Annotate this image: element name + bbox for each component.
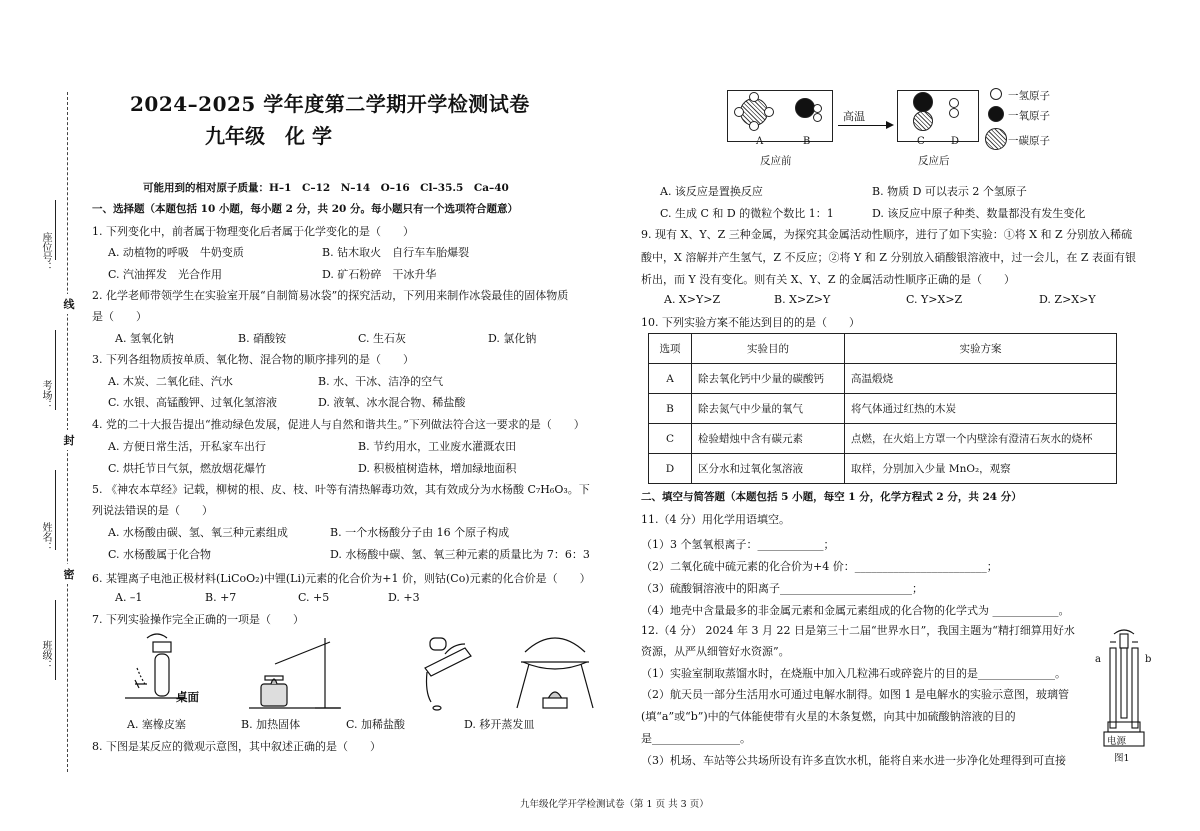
q8-stem: 8. 下图是某反应的微观示意图，其中叙述正确的是（ ） [92, 740, 381, 753]
q3-option-c: C. 水银、高锰酸钾、过氧化氢溶液 [108, 396, 278, 409]
q8-option-a: A. 该反应是置换反应 [660, 185, 763, 198]
arrow-head [886, 121, 894, 129]
q10-stem: 10. 下列实验方案不能达到目的的是（ ） [641, 316, 860, 329]
q12-part3: （3）机场、车站等公共场所设有许多直饮水机，能将自来水进一步净化处理得到可直接 [641, 754, 1066, 767]
legend-hydrogen: 一氢原子 [1008, 90, 1050, 102]
q4-option-b: B. 节约用水，工业废水灌溉农田 [358, 440, 517, 453]
q1-option-c: C. 汽油挥发 光合作用 [108, 268, 223, 281]
seal-feng: 封 [63, 430, 75, 450]
q12-part1: （1）实验室制取蒸馏水时，在烧瓶中加入几粒沸石或碎瓷片的目的是______________。 [641, 667, 1066, 680]
row-option: D [649, 454, 692, 484]
q10-table [648, 333, 1117, 484]
q2-stem-cont: 是（ ） [92, 310, 147, 323]
q2-option-b: B. 硝酸铵 [238, 332, 287, 345]
power-label: 电源 [1107, 736, 1127, 747]
q4-option-c: C. 烘托节日气氛，燃放烟花爆竹 [108, 462, 267, 475]
q7-option-a: A. 塞橡皮塞 [127, 718, 186, 731]
q9-line2: 酸中，X 溶解并产生氢气，Z 不反应；②将 Y 和 Z 分别放入硝酸银溶液中，过一会儿，在 Z 表面有银 [641, 251, 1136, 264]
q12-line1: 12.（4 分） 2024 年 3 月 22 日是第三十二届“世界水日”，我国主题为“精打细算用好水 [641, 624, 1075, 637]
row-purpose: 检验蜡烛中含有碳元素 [692, 424, 845, 454]
header-plan: 实验方案 [845, 334, 1117, 364]
table-row [649, 394, 1117, 424]
q12-line2: 资源，从严从细管好水资源”。 [641, 645, 790, 658]
name-label: 姓名： [40, 522, 51, 552]
atomic-mass-line: 可能用到的相对原子质量：H–1 C–12 N–14 O–16 Cl–35.5 Ca–40 [143, 182, 509, 194]
oxygen-atom [795, 98, 815, 118]
q12-part2-cont: (填“a”或“b”)中的气体能使带有火星的木条复燃，向其中加硫酸钠溶液的目的 [641, 710, 1016, 723]
label-c: C [917, 136, 925, 147]
product-box [897, 90, 979, 142]
q4-stem: 4. 党的二十大报告提出“推动绿色发展，促进人与自然和谐共生。”下列做法符合这一要求的是（ ） [92, 418, 585, 431]
table-row [649, 424, 1117, 454]
before-reaction-label: 反应前 [760, 155, 792, 167]
tube-a-label: a [1095, 654, 1101, 665]
q7-desk-label: 桌面 [176, 690, 199, 704]
q2-option-c: C. 生石灰 [358, 332, 407, 345]
row-purpose: 区分水和过氧化氢溶液 [692, 454, 845, 484]
table-row [649, 454, 1117, 484]
label-a: A [756, 136, 764, 147]
q11-stem: 11.（4 分）用化学用语填空。 [641, 513, 790, 526]
exam-title: 2024–2025 学年度第二学期开学检测试卷 [130, 92, 530, 116]
q11-part4: （4）地壳中含量最多的非金属元素和金属元素组成的化合物的化学式为 ____________。 [641, 604, 1070, 617]
room-label: 考场： [40, 380, 51, 410]
q12-part2: （2）航天员一部分生活用水可通过电解水制得。如图 1 是电解水的实验示意图，玻璃管 [641, 688, 1069, 701]
q3-stem: 3. 下列各组物质按单质、氧化物、混合物的顺序排列的是（ ） [92, 353, 414, 366]
reaction-arrow [838, 125, 890, 126]
q11-part2: （2）二氧化硫中硫元素的化合价为+4 价：________________________； [641, 560, 998, 573]
q1-option-a: A. 动植物的呼吸 牛奶变质 [108, 246, 244, 259]
exam-subtitle: 九年级 化 学 [205, 124, 332, 148]
q9-option-c: C. Y>X>Z [906, 293, 963, 306]
q6-stem: 6. 某锂离子电池正极材料(LiCoO₂)中锂(Li)元素的化合价为+1 价，则钴(Co)元素的化合价是（ ） [92, 572, 591, 585]
row-purpose: 除去氮气中少量的氧气 [692, 394, 845, 424]
hydrogen-atom [749, 121, 759, 131]
legend-carbon: 一碳原子 [1008, 135, 1050, 147]
after-reaction-label: 反应后 [918, 155, 950, 167]
row-plan: 高温煅烧 [845, 364, 1117, 394]
label-d: D [951, 136, 960, 147]
header-purpose: 实验目的 [692, 334, 845, 364]
hydrogen-atom [764, 107, 774, 117]
q5-option-d: D. 水杨酸中碳、氢、氧三种元素的质量比为 7：6：3 [330, 548, 590, 561]
legend-carbon-icon [985, 128, 1007, 150]
row-plan: 取样，分别加入少量 MnO₂，观察 [845, 454, 1117, 484]
q7-option-d: D. 移开蒸发皿 [464, 718, 535, 731]
q4-option-d: D. 积极植树造林，增加绿地面积 [358, 462, 517, 475]
q2-stem: 2. 化学老师带领学生在实验室开展“自制简易冰袋”的探究活动，下列用来制作冰袋最佳的固体物质 [92, 289, 569, 302]
q2-option-a: A. 氢氧化钠 [115, 332, 174, 345]
q11-part3: （3）硫酸铜溶液中的阳离子________________________； [641, 582, 923, 595]
row-plan: 将气体通过红热的木炭 [845, 394, 1117, 424]
q9-option-b: B. X>Z>Y [774, 293, 831, 306]
q5-stem: 5. 《神农本草经》记载，柳树的根、皮、枝、叶等有清热解毒功效，其有效成分为水杨酸 C₇H₆O₃。下 [92, 483, 590, 496]
legend-oxygen: 一氧原子 [1008, 110, 1050, 122]
q1-option-b: B. 钻木取火 自行车车胎爆裂 [322, 246, 470, 259]
q3-option-b: B. 水、干冰、洁净的空气 [318, 375, 444, 388]
hydrogen-atom [949, 98, 959, 108]
q3-option-a: A. 木炭、二氧化硅、汽水 [108, 375, 233, 388]
q1-stem: 1. 下列变化中，前者属于物理变化后者属于化学变化的是（ ） [92, 225, 414, 238]
seal-xian: 线 [63, 294, 75, 314]
row-plan: 点燃，在火焰上方罩一个内壁涂有澄清石灰水的烧杯 [845, 424, 1117, 454]
apparatus-c [425, 638, 471, 710]
q9-option-d: D. Z>X>Y [1039, 293, 1096, 306]
q4-option-a: A. 方便日常生活，开私家车出行 [108, 440, 266, 453]
room-underline [55, 330, 56, 410]
q9-option-a: A. X>Y>Z [664, 293, 721, 306]
q8-option-c: C. 生成 C 和 D 的微粒个数比 1：1 [660, 207, 834, 220]
hydrogen-atom [749, 92, 759, 102]
seat-underline [55, 200, 56, 260]
seal-mi: 密 [63, 564, 75, 584]
oxygen-atom [913, 92, 933, 112]
table-header-row [649, 334, 1117, 364]
table-row [649, 364, 1117, 394]
legend-hydrogen-icon [990, 88, 1002, 100]
tube-b-label: b [1145, 654, 1152, 665]
hydrogen-atom [734, 107, 744, 117]
carbon-atom [913, 111, 933, 131]
row-option: B [649, 394, 692, 424]
q9-line3: 析出，而 Y 没有变化。则有关 X、Y、Z 的金属活动性顺序正确的是（ ） [641, 273, 1015, 286]
section1-heading: 一、选择题（本题包括 10 小题，每小题 2 分，共 20 分。每小题只有一个选项符合题意） [92, 203, 518, 215]
q6-option-c: C. +5 [298, 591, 330, 604]
q5-option-c: C. 水杨酸属于化合物 [108, 548, 212, 561]
hydrogen-atom [813, 113, 822, 122]
row-option: A [649, 364, 692, 394]
q5-stem-cont: 列说法错误的是（ ） [92, 504, 213, 517]
q7-option-b: B. 加热固体 [241, 718, 301, 731]
q3-option-d: D. 液氧、冰水混合物、稀盐酸 [318, 396, 466, 409]
q9-line1: 9. 现有 X、Y、Z 三种金属，为探究其金属活动性顺序，进行了如下实验：①将 X 和 Z 分别放入稀硫 [641, 228, 1133, 241]
seat-label: 座位号： [40, 232, 51, 272]
section2-heading: 二、填空与简答题（本题包括 5 小题，每空 1 分，化学方程式 2 分，共 24 分） [641, 491, 1022, 503]
row-option: C [649, 424, 692, 454]
figure1-label: 图1 [1114, 753, 1130, 764]
hydrogen-atom [813, 104, 822, 113]
q6-option-b: B. +7 [205, 591, 237, 604]
q12-part2-end: 是________________。 [641, 732, 751, 745]
label-b: B [803, 136, 811, 147]
q5-option-a: A. 水杨酸由碳、氢、氧三种元素组成 [108, 526, 288, 539]
q5-option-b: B. 一个水杨酸分子由 16 个原子构成 [330, 526, 510, 539]
q7-stem: 7. 下列实验操作完全正确的一项是（ ） [92, 613, 304, 626]
condition-label: 高温 [843, 110, 865, 123]
q8-option-d: D. 该反应中原子种类、数量都没有发生变化 [872, 207, 1086, 220]
q8-option-b: B. 物质 D 可以表示 2 个氢原子 [872, 185, 1027, 198]
class-label: 班级： [40, 640, 51, 670]
row-purpose: 除去氧化钙中少量的碳酸钙 [692, 364, 845, 394]
name-underline [55, 470, 56, 550]
apparatus-b [249, 638, 341, 708]
q7-option-c: C. 加稀盐酸 [346, 718, 406, 731]
q11-part1: （1）3 个氢氧根离子：____________； [641, 538, 835, 551]
legend-oxygen-icon [988, 106, 1004, 122]
hydrogen-atom [949, 108, 959, 118]
q1-option-d: D. 矿石粉碎 干冰升华 [322, 268, 437, 281]
apparatus-d [517, 638, 593, 708]
q2-option-d: D. 氯化钠 [488, 332, 537, 345]
q6-option-a: A. –1 [115, 591, 143, 604]
page-footer: 九年级化学开学检测试卷（第 1 页 共 3 页） [520, 799, 709, 810]
q6-option-d: D. +3 [388, 591, 420, 604]
header-option: 选项 [649, 334, 692, 364]
class-underline [55, 600, 56, 680]
